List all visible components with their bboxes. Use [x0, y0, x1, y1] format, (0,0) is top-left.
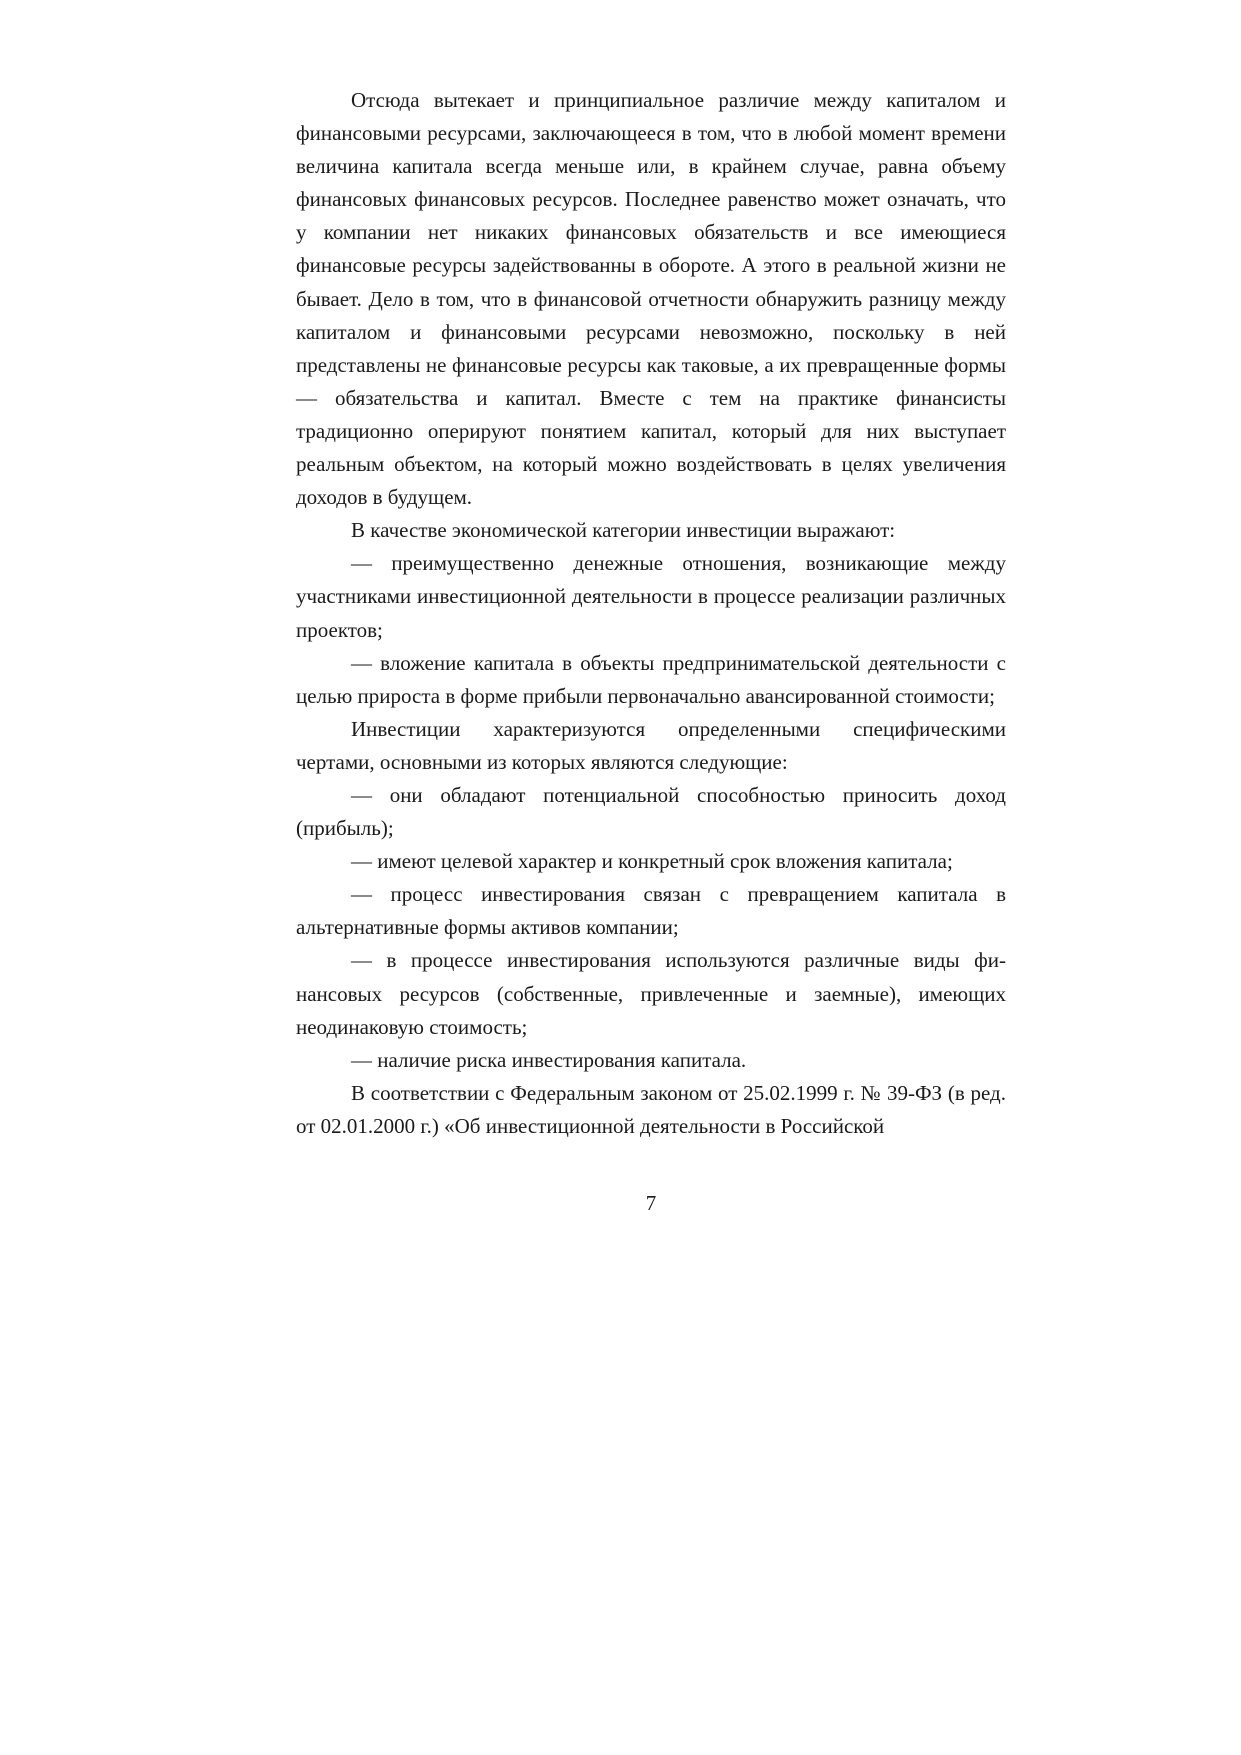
paragraph-federal-law: В соответствии с Федеральным законом от 25.02.1999 г. № 39-ФЗ (в ред. от 02.01.2000 г.) «Об инвестиционной деятельности в Российской	[296, 1080, 1006, 1138]
list-item-financial-resources: — в процессе инвестирования используются различные виды финансовых ресурсов (собственные, привлеченные и заемные), имеющих неодинаковую стоимость;	[296, 948, 1006, 1039]
list-item-capital-transformation: — процесс инвестирования связан с превращением капитала в альтернативные формы активов компании;	[296, 882, 1006, 940]
body-text	[296, 84, 1006, 1143]
paragraph-economic-category: В качестве экономической категории инвестиции выражают:	[351, 518, 896, 543]
list-item-investment-risk: — наличие риска инвестирования капитала.	[351, 1047, 747, 1072]
list-item-monetary-relations: — преимущественно денежные отношения, возникающие между участниками инвестиционной деятельности в процессе реализации различных проектов;	[296, 551, 1006, 642]
list-item-capital-investment: — вложение капитала в объекты предпринимательской деятельности с целью прироста в форме прибыли первоначально авансированной стоимости;	[296, 650, 1006, 708]
list-item-targeted-character: — имеют целевой характер и конкретный срок вложения капитала;	[351, 849, 953, 874]
paragraph-capital-vs-resources: Отсюда вытекает и принципиальное различие между капиталом и финансовыми ресурсами, заключающееся в том, что в любой момент времени величина капитала всегда меньше или, в крайнем случае, равна объему финансовых финансовых ресурсов. Последнее равенство может означать, что у компании нет никаких финансовых обязательств и все имеющиеся финансовые ресурсы задействованны в обороте. А этого в реальной жизни не бывает. Дело в том, что в финансовой отчетности обнаружить разницу между капиталом и финансовыми ресурсами невозможно, поскольку в ней представлены не финансовые ресурсы как таковые, а их превращенные формы — обязательства и капитал. Вместе с тем на практике финансисты традиционно оперируют понятием капитал, который для них выступает реальным объектом, на который можно воздействовать в целях увеличения доходов в будущем.	[296, 88, 1006, 510]
paragraph-characteristics: Инвестиции характеризуются определенными специфическими чертами, основными из которых являются следующие:	[296, 716, 1006, 774]
page-number: 7	[645, 1191, 657, 1215]
list-item-income-potential: — они обладают потенциальной способностью приносить доход (прибыль);	[296, 782, 1006, 841]
